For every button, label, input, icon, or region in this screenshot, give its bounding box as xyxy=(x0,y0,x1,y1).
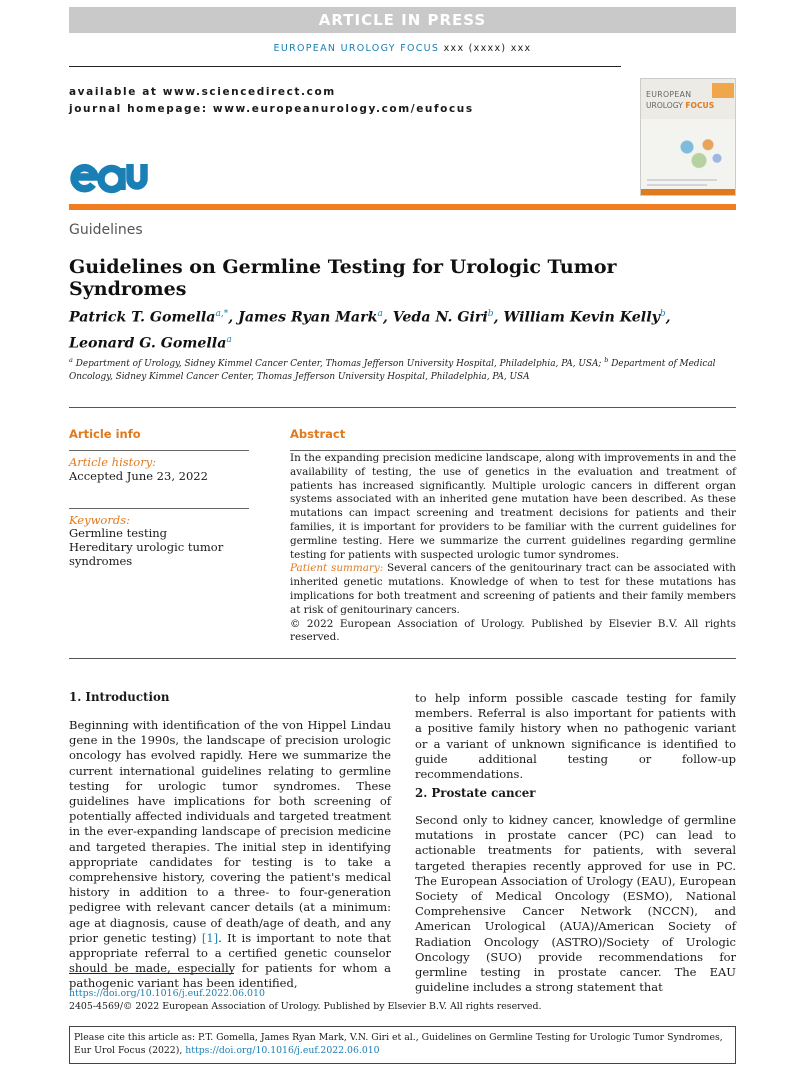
footnote-divider xyxy=(69,973,234,974)
author-name[interactable]: , James Ryan Mark xyxy=(228,309,378,326)
citation-box xyxy=(69,1026,736,1064)
author-name[interactable]: Patrick T. Gomella xyxy=(69,309,216,326)
article-history-value: Accepted June 23, 2022 xyxy=(69,469,208,483)
keywords-label: Keywords: xyxy=(69,513,130,527)
citation-doi-link[interactable]: https://doi.org/10.1016/j.euf.2022.06.010 xyxy=(185,1045,380,1056)
affiliation-marker[interactable]: a xyxy=(377,309,383,319)
journal-cover-image[interactable] xyxy=(640,78,736,196)
cover-bottom-bar xyxy=(641,189,736,195)
affiliation-marker[interactable]: a xyxy=(226,334,232,345)
journal-running-head xyxy=(69,43,736,54)
cover-tag xyxy=(712,83,734,98)
affiliations xyxy=(69,354,736,384)
front-matter-divider xyxy=(69,407,736,408)
affiliation-marker[interactable]: b xyxy=(487,309,494,319)
keywords-divider xyxy=(69,508,249,509)
affiliation-b: Department of Medical Oncology, Sidney Kimmel Cancer Center, Thomas Jefferson University Hospital, Philadelphia, PA, USA xyxy=(69,358,716,382)
patient-summary-label: Patient summary: xyxy=(290,562,384,575)
affiliation-marker[interactable]: b xyxy=(659,309,666,319)
affiliation-marker[interactable]: a,* xyxy=(215,309,229,319)
abstract-copyright: © 2022 European Association of Urology. Published by Elsevier B.V. All rights reserved. xyxy=(290,617,736,644)
journal-name[interactable]: EUROPEAN UROLOGY FOCUS xyxy=(273,43,440,54)
article-in-press-banner: ARTICLE IN PRESS xyxy=(69,7,736,33)
abstract-end-divider xyxy=(69,658,736,659)
author-separator: , xyxy=(665,309,671,326)
article-type-label: Guidelines xyxy=(69,222,143,238)
author-name[interactable]: Leonard G. Gomella xyxy=(69,335,227,352)
cover-title-urology: UROLOGY xyxy=(646,101,683,110)
journal-issue: xxx (xxxx) xxx xyxy=(443,43,532,54)
logo-letter-u xyxy=(130,164,144,186)
journal-homepage-line[interactable]: journal homepage: www.europeanurology.com/eufocus xyxy=(69,103,474,115)
issn-copyright: 2405-4569/© 2022 European Association of Urology. Published by Elsevier B.V. All rights reserved. xyxy=(69,1001,542,1012)
author-list xyxy=(69,303,736,354)
cover-text-line xyxy=(647,179,717,181)
citation-text: Please cite this article as: P.T. Gomella, James Ryan Mark, V.N. Giri et al., Guidelines on Germline Testing for Urologic Tumor Syndromes, Eur Urol Focus (2022), xyxy=(74,1032,723,1056)
keywords-list xyxy=(69,526,249,568)
header-divider xyxy=(69,66,621,67)
cover-title-line1: EUROPEAN xyxy=(646,90,692,99)
author-name[interactable]: , Veda N. Giri xyxy=(382,309,488,326)
abstract-text: In the expanding precision medicine landscape, along with improvements in and the availability of testing, the use of genetics in the evaluation and treatment of patients has increased significantly. Multiple urologic cancers in different organ systems associated with an inherited gene mutation have been described. As these mutations can impact screening and treatment decisions for patients and their families, it is important for providers to be familiar with the current guidelines for germline testing. Here we summarize the current guidelines regarding germline testing for patients with suspected urologic tumor syndromes. xyxy=(290,452,736,561)
affiliation-a: Department of Urology, Sidney Kimmel Cancer Center, Thomas Jefferson University Hospital, Philadelphia, PA, USA; xyxy=(75,358,602,369)
keyword-item: syndromes xyxy=(69,554,133,568)
cover-text-line xyxy=(647,184,707,186)
introduction-continued: to help inform possible cascade testing for family members. Referral is also important for patients with a positive family history when no pathogenic variant or a variant of unknown significance is identified to guide additional testing or follow-up recommendations. xyxy=(415,691,736,782)
affiliation-label: a xyxy=(69,356,73,364)
article-history-label: Article history: xyxy=(69,455,157,469)
prostate-cancer-paragraph: Second only to kidney cancer, knowledge of germline mutations in prostate cancer (PC) can lead to actionable treatments for patients, with several targeted therapies recently approved for use in PC. The European Association of Urology (EAU), European Society of Medical Oncology (ESMO), National Comprehensive Cancer Network (NCCN), and American Urological (AUA)/American Society of Radiation Oncology (ASTRO)/Society of Urologic Oncology (SUO) provide recommendations for germline testing in prostate cancer. The EAU guideline includes a strong statement that xyxy=(415,813,736,995)
article-title: Guidelines on Germline Testing for Urologic Tumor Syndromes xyxy=(69,256,617,300)
doi-link[interactable]: https://doi.org/10.1016/j.euf.2022.06.010 xyxy=(69,988,265,999)
article-info-heading: Article info xyxy=(69,427,141,441)
abstract-body xyxy=(290,452,736,645)
article-info-divider xyxy=(69,450,249,451)
cover-illustration xyxy=(669,129,729,174)
intro-text-part1: Beginning with identification of the von Hippel Lindau gene in the 1990s, the landscape of precision urologic oncology has evolved rapidly. Here we summarize the current international guidelines relating to germline testing for urologic tumor syndromes. These guidelines have implications for both screening of potentially affected individuals and targeted treatment in the ever-expanding landscape of precision medicine and targeted therapies. The initial step in identifying appropriate candidates for testing is to take a comprehensive history, covering the patient's medical history in addition to a three- to four-generation pedigree with relevant cancer details (at a minimum: age at diagnosis, cause of death/age of death, and any prior genetic testing) xyxy=(69,718,391,945)
cover-title-focus: FOCUS xyxy=(685,101,715,110)
section-heading-introduction: 1. Introduction xyxy=(69,690,170,704)
intro-text-part2: . It is important to note that appropriate referral to a certified genetic counselor should be made, especially for patients for whom a pathogenic variant has been identified, xyxy=(69,930,391,991)
abstract-divider xyxy=(290,450,736,451)
orange-rule xyxy=(69,204,736,210)
reference-link[interactable]: [1] xyxy=(201,930,219,945)
patient-summary-text: Several cancers of the genitourinary tract can be associated with inherited genetic mutations. Knowledge of when to test for these mutations has implications for both treatment and screening of patients and their family members at risk of genitourinary cancers. xyxy=(290,562,736,616)
author-name[interactable]: , William Kevin Kelly xyxy=(493,309,660,326)
cover-title-line2 xyxy=(646,101,714,110)
abstract-heading: Abstract xyxy=(290,427,346,441)
introduction-paragraph xyxy=(69,718,391,992)
logo-letter-a xyxy=(101,168,122,190)
affiliation-label: b xyxy=(604,356,609,364)
keyword-item: Hereditary urologic tumor xyxy=(69,540,224,554)
section-heading-prostate-cancer: 2. Prostate cancer xyxy=(415,786,536,800)
available-at-line[interactable]: available at www.sciencedirect.com xyxy=(69,86,336,98)
logo-letter-e xyxy=(74,168,95,189)
keyword-item: Germline testing xyxy=(69,526,168,540)
eau-logo[interactable] xyxy=(69,154,149,196)
